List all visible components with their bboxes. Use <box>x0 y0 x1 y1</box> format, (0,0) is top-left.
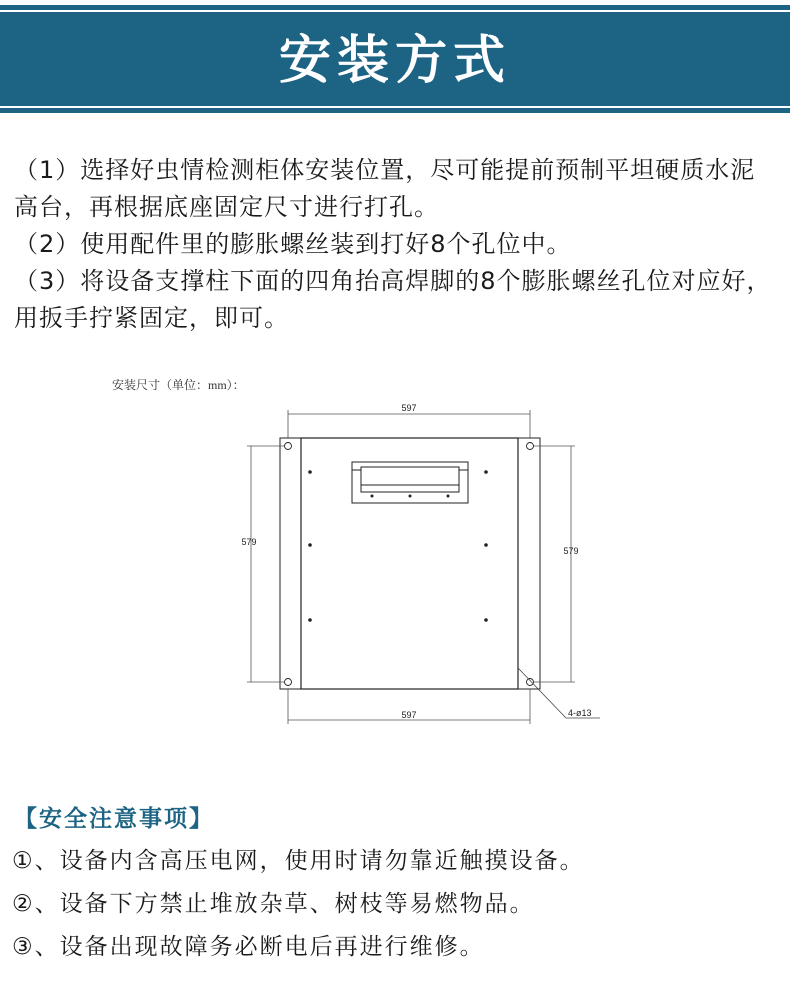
dim-right-label: 579 <box>563 546 579 556</box>
installation-steps <box>14 152 780 337</box>
banner-bottom-line <box>0 106 790 108</box>
drawer-screws <box>371 495 450 498</box>
safety-item: ③、设备出现故障务必断电后再进行维修。 <box>12 934 485 960</box>
dim-top-label: 597 <box>401 403 417 413</box>
safety-list <box>12 840 782 969</box>
title-banner <box>0 0 790 118</box>
drawing-caption: 安装尺寸（单位：mm）： <box>112 378 245 392</box>
dim-left-label: 579 <box>241 537 257 547</box>
step-2: （2）使用配件里的膨胀螺丝装到打好8个孔位中。 <box>14 230 572 258</box>
page-title: 安装方式 <box>278 31 511 91</box>
step-3: （3）将设备支撑柱下面的四角抬高焊脚的8个膨胀螺丝孔位对应好，用扳手拧紧固定，即可。 <box>14 267 772 332</box>
corner-holes <box>285 443 534 686</box>
installation-drawing <box>0 360 790 760</box>
top-dimension <box>288 410 530 438</box>
base-plate <box>280 438 540 689</box>
left-dimension <box>247 446 284 682</box>
cabinet-body <box>301 438 518 689</box>
safety-item: ①、设备内含高压电网，使用时请勿靠近触摸设备。 <box>12 848 585 874</box>
safety-title: 【安全注意事项】 <box>14 806 214 832</box>
dimension-drawing <box>0 360 790 760</box>
panel-bolts <box>308 470 488 622</box>
step-1: （1）选择好虫情检测柜体安装位置，尽可能提前预制平坦硬质水泥高台，再根据底座固定尺寸进行打孔。 <box>14 156 756 221</box>
hole-note: 4-ø13 <box>568 708 592 718</box>
dim-bottom-label: 597 <box>401 710 417 720</box>
safety-item: ②、设备下方禁止堆放杂草、树枝等易燃物品。 <box>12 891 535 917</box>
banner-top-line <box>0 10 790 12</box>
